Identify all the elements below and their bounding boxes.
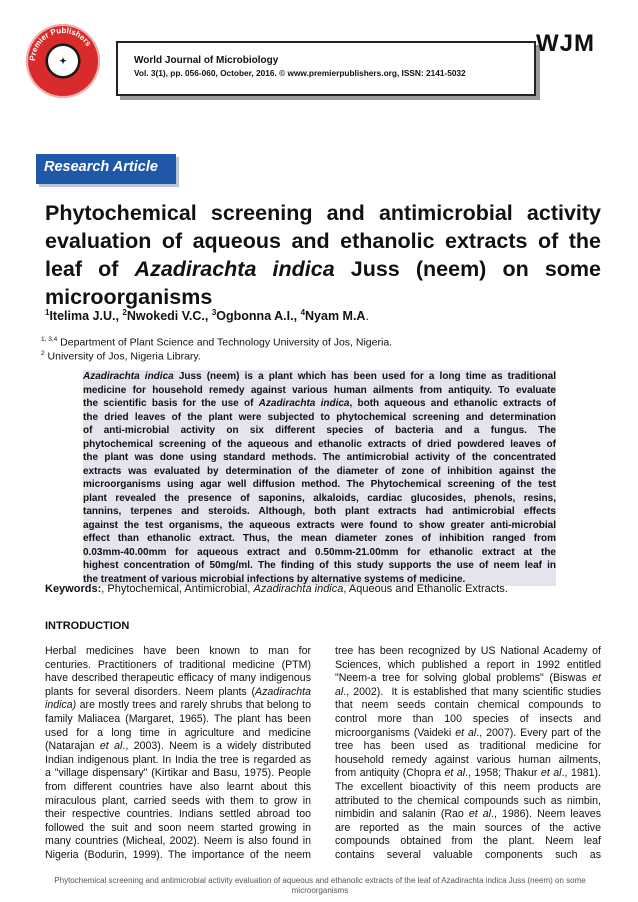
footer-line-2: microorganisms	[291, 886, 349, 895]
journal-name: World Journal of Microbiology	[134, 55, 279, 66]
logo-emblem-icon: ✦	[48, 46, 78, 76]
affiliation-1: $^{1, 3,4}$ Department of Plant Science and Technology University of Jos, Nigeria.	[41, 336, 393, 349]
logo-text: Premier Publishers	[27, 25, 94, 62]
body-line: followed the suit and soon neem started growing in	[45, 821, 311, 834]
body-line: Nigeria (Bodurin, 1999). The importance of the neem	[45, 848, 311, 861]
running-footer	[40, 876, 600, 896]
article-type-label: Research Article	[44, 159, 158, 175]
body-line: a "village dispensary" (Kirtikar and Basu, 1975). People	[45, 767, 311, 780]
body-line: contains several valuable components such as	[335, 848, 601, 861]
abstract-line: 0.03mm-40.00mm for aqueous extract and 0.50mm-21.00mm for ethanolic extract at the	[83, 546, 556, 558]
body-line: used for a long time in agriculture and medicine	[45, 726, 311, 739]
body-line: from antiquity (Chopra et al., 1958; Thakur et al., 1981).	[335, 767, 602, 780]
body-line: (Natarajan et al., 2003). Neem is a widely distributed	[45, 740, 312, 753]
body-line: plants for several disorders. Neem plants (Azadirachta	[45, 685, 311, 698]
title-line-italic: leaf of Azadirachta indica Juss (neem) on some	[45, 257, 601, 281]
body-line: that neem seeds contain chemical compounds to	[335, 699, 601, 712]
body-line: "Neem-a tree for solving global problems" (Biswas et	[335, 672, 601, 685]
title-line: microorganisms	[45, 285, 213, 309]
body-line: family Maliacea (Margaret, 1965). The plant has been	[45, 712, 311, 725]
journal-volume: Vol. 3(1), pp. 056-060, October, 2016. © www.premierpublishers.org, ISSN: 2141-5032	[134, 68, 466, 78]
abstract-line: the dried leaves of the plant were subjected to phytochemical screening and determination	[83, 411, 556, 423]
body-line: indica) are mostly trees and rarely shrubs that belong to	[45, 699, 311, 712]
body-line: many countries (Micheal, 2002). Neem is also found in	[45, 835, 311, 848]
abstract-line: against the test organisms, the aqueous extracts were found to show greater anti-microbial	[83, 519, 556, 531]
title-line: Phytochemical screening and antimicrobial activity	[45, 201, 601, 225]
author-list: $^1$Itelima J.U., $^2$Nwokedi V.C., $^3$Ogbonna A.I., $^4$Nyam M.A.	[45, 308, 369, 324]
body-line: microorganisms (Vaideki et al., 2007). Every part of the	[335, 726, 601, 739]
abstract	[83, 370, 556, 586]
body-line: Indian indigenous plant. In India the tree is regarded as	[45, 753, 311, 766]
body-column-left	[45, 645, 311, 863]
body-line: attributed to the chemical compounds such as nimbin,	[335, 794, 601, 807]
journal-acronym: WJM	[536, 30, 595, 57]
affiliation-2: $^2$ University of Jos, Nigeria Library.	[41, 350, 201, 363]
section-heading-introduction: INTRODUCTION	[45, 620, 130, 632]
body-line: compounds obtained from the plant. Neem leaf	[335, 835, 601, 848]
title-line: evaluation of aqueous and ethanolic extracts of the	[45, 229, 601, 253]
abstract-line: the plant was done using standard methods. The antimicrobial activity of the concentrated	[83, 452, 556, 463]
abstract-line: microorganisms using agar well diffusion method. The Phytochemical screening of the test	[83, 479, 556, 490]
abstract-line: of anti-microbial activity on six different species of bacteria and a fungus. The	[83, 425, 556, 436]
body-column-right	[335, 645, 601, 863]
body-line: centuries. Practitioners of traditional medicine (PTM)	[45, 658, 311, 671]
abstract-line: plant revealed the presence of saponins, alkaloids, cardiac glucosides, phenols, resins,	[83, 492, 556, 504]
abstract-line: the treatment of various microbial infections by alternative systems of medicine.	[83, 573, 466, 585]
footer-line-1: Phytochemical screening and antimicrobial activity evaluation of aqueous and ethanolic extracts of the leaf of Azadirachta indica Juss (neem) on some	[54, 876, 586, 885]
body-line: household remedy against various human ailments,	[335, 753, 601, 766]
body-line: tree has been recognized by US National Academy of	[335, 645, 601, 657]
body-line: have described therapeutic efficacy of many indigenous	[45, 672, 311, 685]
body-line: nimbidin and salanin (Rao et al., 1986). Neem leaves	[335, 808, 602, 821]
abstract-line: phytochemical screening of the aqueous and ethanolic extracts of dried powdered leaves of	[83, 438, 556, 450]
body-line: tree has been used as traditional medicine for	[335, 740, 601, 753]
body-line: control more than 100 species of insects and	[335, 712, 601, 725]
body-line: al., 2002). It is established that many scientific studies	[335, 685, 601, 698]
keywords: Keywords:, Phytochemical, Antimicrobial, Azadirachta indica, Aqueous and Ethanolic Extracts.	[45, 583, 508, 595]
body-line: from different countries have also learnt about this	[45, 780, 311, 793]
abstract-line: highest concentration of 50mg/ml. The finding of this study supports the use of neem leaf in	[83, 560, 556, 571]
abstract-line: the scientific basis for the use of Azadirachta indica, both aqueous and ethanolic extracts of	[83, 398, 556, 409]
abstract-line: medicine for household remedy against various human ailments from antiquity. To evaluate	[83, 384, 556, 396]
journal-info-box	[116, 41, 536, 96]
body-line: Herbal medicines have been known to man for	[45, 645, 311, 657]
body-line: miraculous plant, carried seeds with them to grow in	[45, 794, 311, 807]
article-type-banner	[36, 154, 176, 184]
publisher-logo	[26, 24, 100, 98]
paper-title	[45, 199, 601, 311]
body-line: The excellent bioactivity of this neem products are	[335, 780, 601, 793]
abstract-line: effect than ethanolic extract. Thus, the mean diameter zones of inhibition ranged from	[83, 533, 556, 544]
abstract-line: Azadirachta indica Juss (neem) is a plant which has been used for a long time as traditional	[83, 371, 556, 382]
abstract-line: extracts was evaluated by determination of the diameter of zone of inhibition against the	[83, 465, 556, 477]
abstract-line: tannins, terpenes and steroids. Although, both plant extracts had antimicrobial effects	[83, 506, 556, 517]
body-line: their respective countries. Indians settled abroad too	[45, 808, 311, 821]
body-line: Sciences, which published a report in 1992 entitled	[335, 658, 601, 671]
body-line: are reported as the main sources of the active	[335, 821, 601, 834]
